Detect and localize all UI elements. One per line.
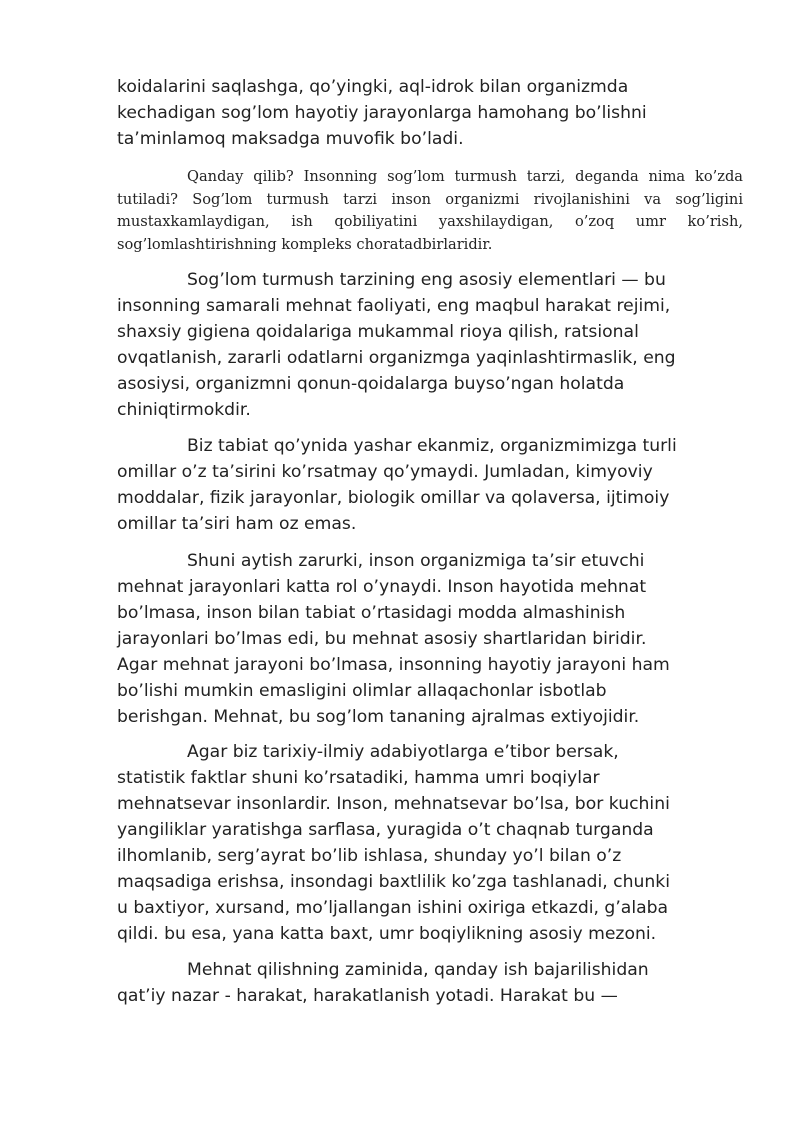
paragraph-nature bbox=[117, 433, 677, 537]
paragraph-text: Mehnat qilishning zaminida, qanday ish bajarilishidan qat’iy nazar - harakat, harakatlanish yotadi. Harakat bu — bbox=[117, 960, 649, 1006]
paragraph-longevity bbox=[117, 739, 677, 947]
paragraph-text: Sog’lom turmush tarzining eng asosiy elementlari — bu insonning samarali mehnat faoliyati, eng maqbul harakat rejimi, shaxsiy gigiena qoidalariga mukammal rioya qilish, ratsional ovqatlanish, zararli odatlarni organizmga yaqinlashtirmaslik, eng asosiysi, organizmni qonun-qoidalarga buyso’ngan holatda chiniqtirmokdir. bbox=[117, 270, 676, 420]
paragraph-text: Shuni aytish zarurki, inson organizmiga ta’sir etuvchi mehnat jarayonlari katta rol o’ynaydi. Inson hayotida mehnat bo’lmasa, inson bilan tabiat o’rtasidagi modda almashinish jarayonlari bo’lmas edi, bu mehnat asosiy shartlaridan biridir. Agar mehnat jarayoni bo’lmasa, insonning hayotiy jarayoni ham bo’lishi mumkin emasligini olimlar allaqachonlar isbotlab berishgan. Mehnat, bu sog’lom tananing ajralmas extiyojidir. bbox=[117, 551, 670, 727]
paragraph-text: Qanday qilib? Insonning sog’lom turmush tarzi, deganda nima ko’zda tutiladi? Sog’lom turmush tarzi inson organizmi rivojlanishini va sog’ligini mustaxkamlaydigan, ish qobiliyatini yaxshilaydigan, o’zoq umr ko’rish, sog’lomlashtirishning kompleks choratadbirlaridir. bbox=[117, 168, 743, 253]
paragraph-continuation: koidalarini saqlashga, qo’yingki, aql-idrok bilan organizmda kechadigan sog’lom hayotiy jarayonlarga hamohang bo’lishni ta’minlamoq maksadga muvofik bo’ladi. bbox=[117, 77, 647, 149]
paragraph-text: Biz tabiat qo’ynida yashar ekanmiz, organizmimizga turli omillar o’z ta’sirini ko’rsatmay qo’ymaydi. Jumladan, kimyoviy moddalar, fizik jarayonlar, biologik omillar va qolaversa, ijtimoiy omillar ta’siri ham oz emas. bbox=[117, 436, 677, 534]
paragraph-movement bbox=[117, 957, 677, 1009]
paragraph-text: Agar biz tarixiy-ilmiy adabiyotlarga e’tibor bersak, statistik faktlar shuni ko’rsatadiki, hamma umri boqiylar mehnatsevar insonlardir. Inson, mehnatsevar bo’lsa, bor kuchini yangiliklar yaratishga sarflasa, yuragida o’t chaqnab turganda ilhomlanib, serg’ayrat bo’lib ishlasa, shunday yo’l bilan o’z maqsadiga erishsa, insondagi baxtlilik ko’zga tashlanadi, chunki u baxtiyor, xursand, mo’ljallangan ishini oxiriga etkazdi, g’alaba qildi. bu esa, yana katta baxt, umr boqiylikning asosiy mezoni. bbox=[117, 742, 671, 944]
paragraph-labour bbox=[117, 548, 677, 730]
paragraph-elements bbox=[117, 267, 677, 423]
paragraph-question bbox=[117, 166, 743, 256]
